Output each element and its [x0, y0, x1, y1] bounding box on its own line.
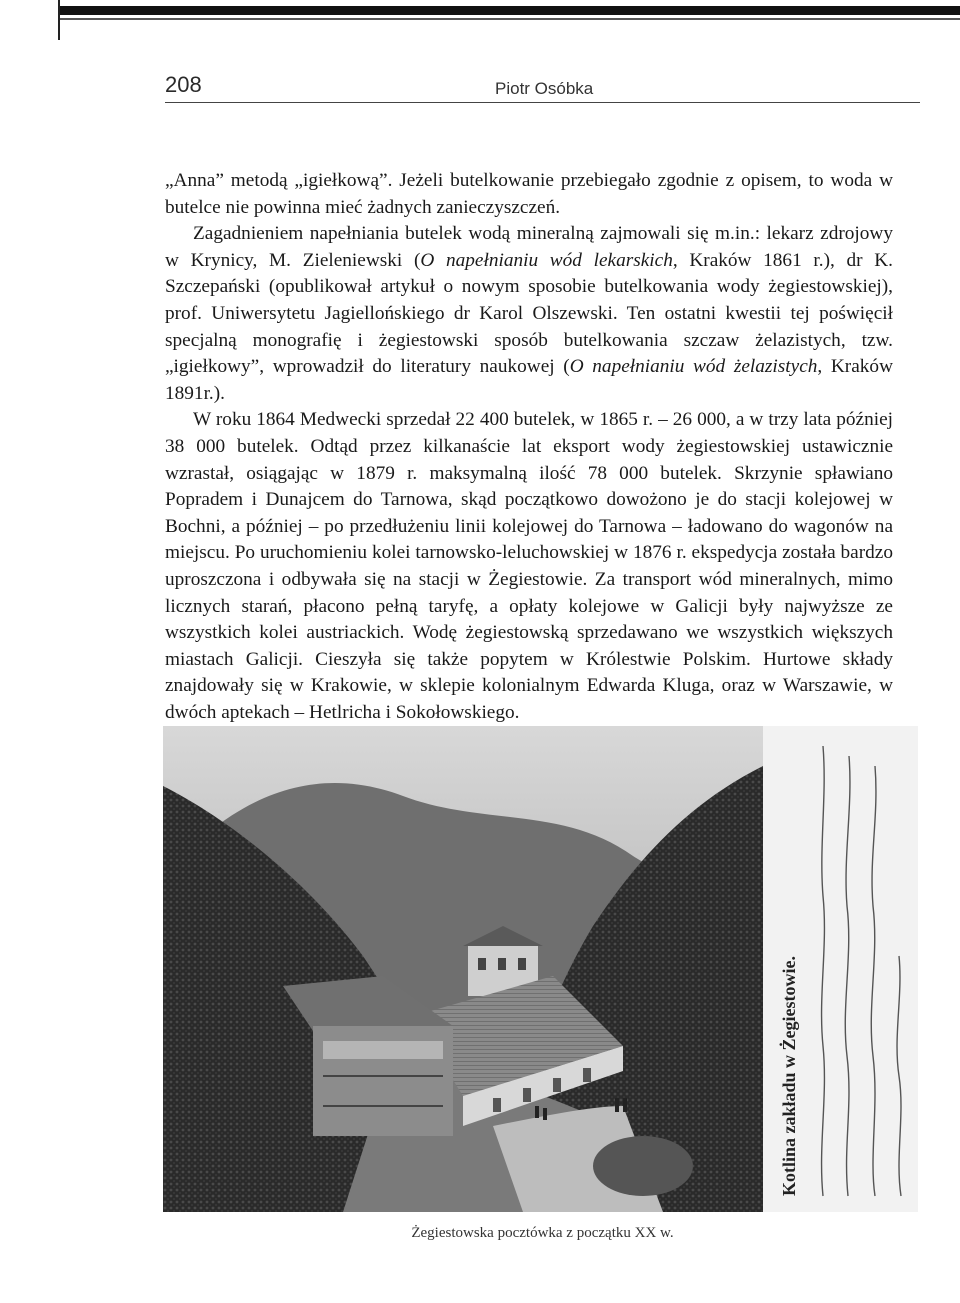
scan-top-border [0, 0, 960, 24]
page-number: 208 [165, 72, 202, 97]
paragraph-3 [165, 407, 893, 726]
header-rule [165, 102, 920, 103]
paragraph-2-text-a: Zagadnieniem napełniania butelek wodą mineralną zajmowali się m.in.: lekarz zdrojowy w Krynicy, M. Zieleniewski ( [165, 223, 893, 271]
running-head-author: Piotr Osóbka [495, 79, 594, 98]
top-border-thick-rule [60, 6, 960, 15]
paragraph-1-text: „Anna” metodą „igiełkową”. Jeżeli butelkowanie przebiegało zgodnie z opisem, to woda w butelce nie powinna mieć żadnych zanieczyszczeń. [165, 170, 893, 218]
postcard-image [163, 726, 918, 1212]
garden-lawn [593, 1136, 693, 1196]
paragraph-3-text: W roku 1864 Medwecki sprzedał 22 400 butelek, w 1865 r. – 26 000, a w trzy lata później 38 000 butelek. Odtąd przez kilkanaście lat eksport wody żegiestowskiej ustawicznie wzrastał, osiągając w 1879 r. maksymalną ilość 78 000 butelek. Skrzynie spławiano Popradem i Dunajcem do Tarnowa, skąd początkowo dowożono je do stacji kolejowej w Bochni, a później – po przedłużeniu linii kolejowej do Tarnowa – ładowano do wagonów na miejscu. Po uruchomieniu kolei tarnowsko-leluchowskiej w 1876 r. ekspedycja została bardzo uproszczona i odbywała się na stacji w Żegiestowie. Za transport wód mineralnych, mimo licznych starań, płacono pełną taryfę, a opłaty kolejowe w Galicji były najwyższe ze wszystkich kolei austriackich. Wodę żegiestowską sprzedawano we wszystkich większych miastach Galicji. Cieszyła się także popytem w Królestwie Polskim. Hurtowe składy znajdowały się w Krakowie, w sklepie kolonialnym Edwarda Kluga, oraz w Warszawie, w dwóch aptekach – Hetlricha i Sokołowskiego. [165, 409, 893, 723]
figure-caption: Żegiestowska pocztówka z początku XX w. [411, 1225, 674, 1241]
postcard-printed-caption: Kotlina zakładu w Żegiestowie. [779, 955, 799, 1196]
top-border-thin-rule [60, 18, 960, 20]
postcard-figure [163, 726, 918, 1212]
paragraph-2 [165, 221, 893, 407]
body-text [165, 168, 893, 726]
paragraph-1 [165, 168, 893, 221]
scan-left-mark [58, 0, 60, 40]
paragraph-2-text-c: , Kraków 1861 r.), dr K. Szczepański (opublikował artykuł o nowym sposobie butelkowania wody żegiestowskiej), prof. Uniwersytetu Jagiellońskiego dr Karol Olszewski. Ten ostatni kwestii tej poświęcił specjalną monografię i żegiestowski sposób butelkowania szczaw żelazistych, tzw. „igiełkowy”, wprowadził do literatury naukowej ( [165, 249, 893, 378]
paragraph-2-title-olszewski: O napełnianiu wód żelazistych [569, 356, 818, 378]
paragraph-2-text-e: , Kraków 1891r.). [165, 356, 893, 404]
page-header [165, 72, 920, 102]
paragraph-2-title-zieleniewski: O napełnianiu wód lekarskich [420, 249, 673, 271]
